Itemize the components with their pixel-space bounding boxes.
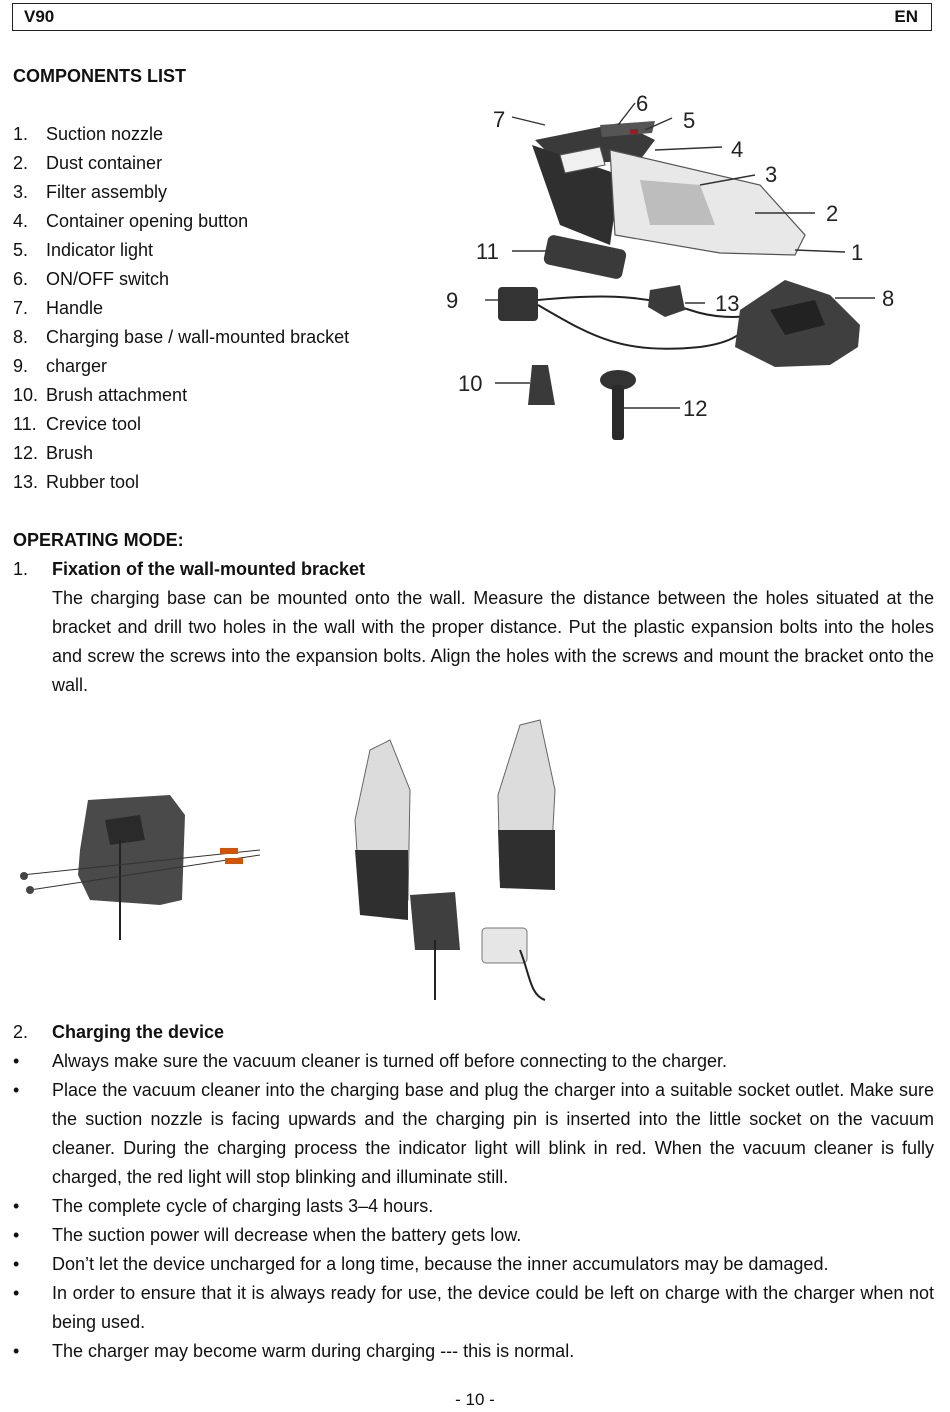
vacuum-cleaner-illustration	[532, 121, 805, 255]
components-diagram	[440, 85, 920, 455]
diagram-label-3: 3	[765, 162, 778, 187]
diagram-label-8: 8	[882, 286, 895, 311]
list-item: 4. Container opening button	[13, 211, 249, 231]
vacuum-docking-illustration	[355, 720, 555, 1000]
list-item: 7. Handle	[13, 298, 104, 318]
charging-bullets	[13, 1047, 934, 1366]
language-label: EN	[894, 7, 918, 26]
brush-attachment-illustration	[528, 365, 555, 405]
list-item: • The suction power will decrease when the battery gets low.	[13, 1225, 522, 1245]
diagram-label-12: 12	[683, 396, 708, 421]
list-item: 1. Suction nozzle	[13, 124, 164, 144]
diagram-label-4: 4	[731, 137, 744, 162]
diagram-label-10: 10	[458, 371, 483, 396]
section-1-heading: 1. Fixation of the wall-mounted bracket	[13, 559, 366, 579]
diagram-label-7: 7	[493, 107, 506, 132]
list-item: • The charger may become warm during charging --- this is normal.	[13, 1341, 575, 1361]
wall-mount-illustration	[10, 700, 590, 1010]
list-item: • In order to ensure that it is always ready for use, the device could be left on charge with the charger when not being used.	[13, 1283, 934, 1332]
diagram-label-5: 5	[683, 108, 696, 133]
list-item: 12. Brush	[13, 443, 94, 463]
model-label: V90	[24, 7, 55, 26]
diagram-label-13: 13	[715, 291, 740, 316]
diagram-label-11: 11	[476, 239, 499, 264]
list-item: 3. Filter assembly	[13, 182, 168, 202]
list-item: • Always make sure the vacuum cleaner is turned off before connecting to the charger.	[13, 1051, 728, 1071]
list-item: 10. Brush attachment	[13, 385, 188, 405]
components-title: COMPONENTS LIST	[13, 66, 187, 86]
rubber-tool-illustration	[648, 285, 685, 317]
list-item: 8. Charging base / wall-mounted bracket	[13, 327, 350, 347]
operating-title: OPERATING MODE:	[13, 530, 184, 550]
charging-base-illustration	[735, 280, 860, 367]
list-item: 6. ON/OFF switch	[13, 269, 170, 289]
crevice-tool-illustration	[543, 234, 627, 280]
diagram-label-9: 9	[446, 288, 459, 313]
section-2-heading: 2. Charging the device	[13, 1022, 225, 1042]
list-item: • Don’t let the device uncharged for a long time, because the inner accumulators may be damaged.	[13, 1254, 829, 1274]
diagram-label-2: 2	[826, 201, 839, 226]
diagram-label-1: 1	[851, 240, 864, 265]
list-item: 2. Dust container	[13, 153, 163, 173]
list-item: 9. charger	[13, 356, 108, 376]
list-item: 5. Indicator light	[13, 240, 154, 260]
diagram-label-6: 6	[636, 91, 649, 116]
brush-illustration	[600, 370, 636, 440]
list-item: • The complete cycle of charging lasts 3–4 hours.	[13, 1196, 434, 1216]
list-item: 11. Crevice tool	[13, 414, 142, 434]
page-number: - 10 -	[455, 1390, 495, 1409]
section-1-text: The charging base can be mounted onto the wall. Measure the distance between the holes situated at the bracket and drill two holes in the wall with the proper distance. Put the plastic expansion bolts into the holes and screw the screws into the expansion bolts. Align the holes with the screws and mount the bracket onto the wall.	[52, 588, 934, 695]
page-header	[12, 3, 932, 31]
list-item: 13. Rubber tool	[13, 472, 140, 492]
list-item: • Place the vacuum cleaner into the charging base and plug the charger into a suitable socket outlet. Make sure the suction nozzle is facing upwards and the charging pin is inserted into the little socket on the vacuum cleaner. During the charging process the indicator light will blink in red. When the vacuum cleaner is fully charged, the red light will stop blinking and illuminate still.	[13, 1080, 934, 1187]
components-list	[13, 120, 349, 497]
bracket-with-screws	[20, 795, 260, 940]
